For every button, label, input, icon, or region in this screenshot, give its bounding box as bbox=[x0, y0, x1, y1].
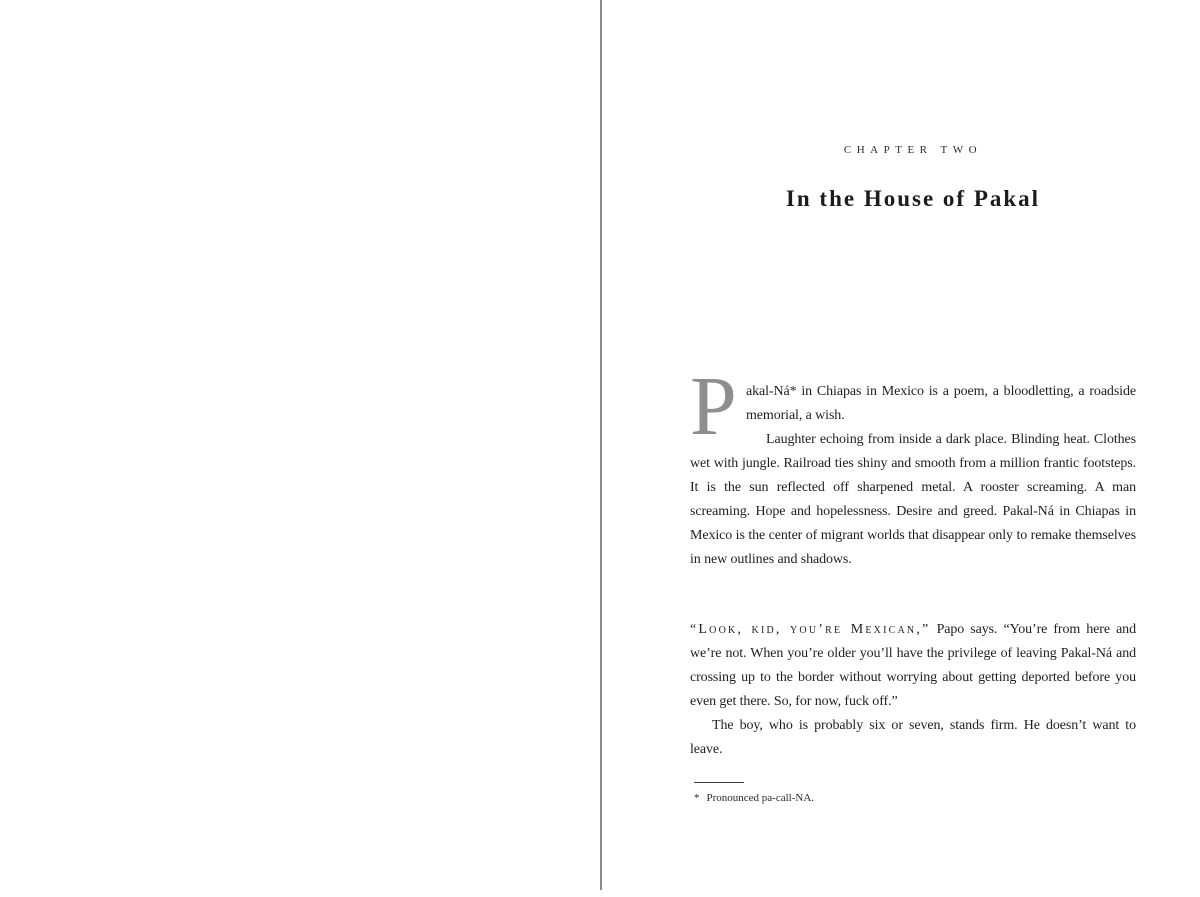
paragraph-rest: Papo says. “You’re from here and we’re not. When you’re older you’ll have the privilege of leaving Pakal-Ná and crossing up to the border without worrying about getting deported before you even get there. So, for now, fuck off.” bbox=[690, 622, 1136, 709]
opening-section bbox=[690, 360, 1136, 572]
paragraph: akal-Ná* in Chiapas in Mexico is a poem, a bloodletting, a roadside memorial, a wish. bbox=[746, 384, 1136, 423]
footnote bbox=[694, 782, 1134, 805]
paragraph bbox=[690, 618, 1136, 714]
footnote-rule bbox=[694, 782, 744, 783]
dialogue-section bbox=[690, 618, 1136, 762]
chapter-title: In the House of Pakal bbox=[785, 186, 1041, 211]
smallcaps-lead: “Look, kid, you’re Mexican,” bbox=[690, 622, 931, 637]
footnote-marker: * bbox=[694, 792, 700, 804]
footnote-text bbox=[694, 791, 1134, 805]
paragraph: The boy, who is probably six or seven, stands firm. He doesn’t want to leave. bbox=[690, 718, 1136, 757]
left-page-blank bbox=[0, 0, 599, 897]
chapter-label: CHAPTER TWO bbox=[843, 144, 983, 156]
dropcap-letter: P bbox=[690, 360, 737, 453]
footnote-body: Pronounced pa-call-NA. bbox=[706, 792, 815, 804]
right-page bbox=[602, 0, 1200, 897]
paragraph: Laughter echoing from inside a dark place. Blinding heat. Clothes wet with jungle. Railroad ties shiny and smooth from a million frantic footsteps. It is the sun reflected off sharpened metal. A rooster screaming. A man screaming. Hope and hopelessness. Desire and greed. Pakal-Ná in Chiapas in Mexico is the center of migrant worlds that disappear only to remake themselves in new outlines and shadows. bbox=[690, 432, 1136, 567]
